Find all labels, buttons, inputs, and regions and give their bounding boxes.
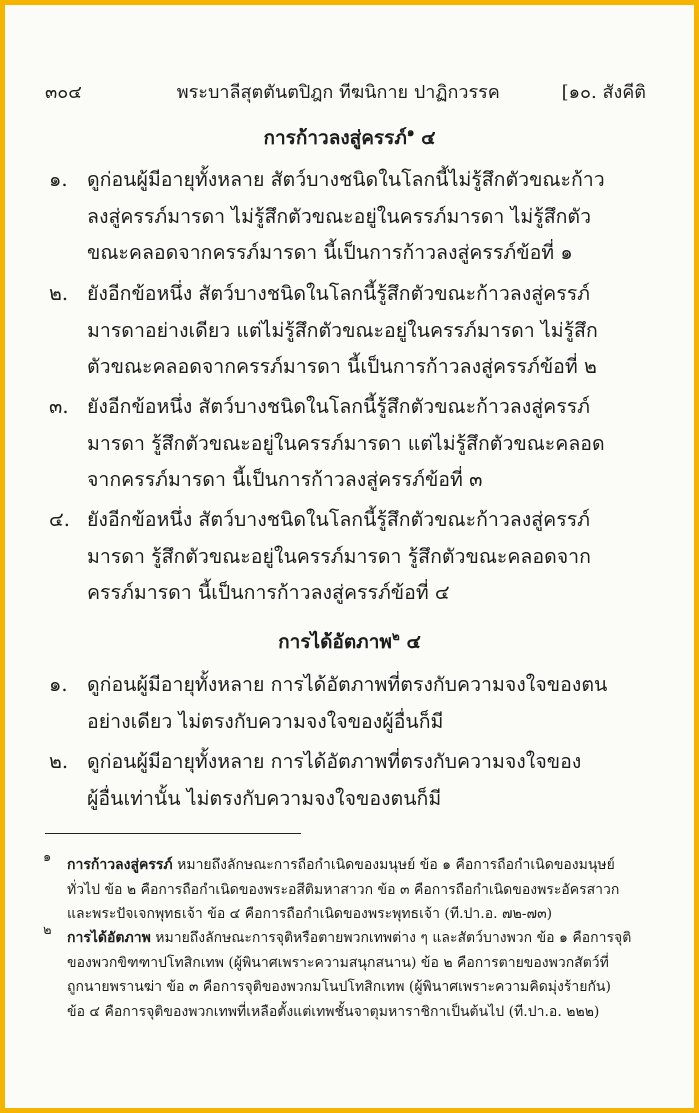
footnote-mark: ๑ [43,850,52,865]
item-number: ๑. [49,673,68,696]
running-title: พระบาลีสุตตันตปิฎก ทีฆนิกาย ปาฏิกวรรค [176,82,500,103]
list-item [49,276,659,386]
page-number: ๓๐๔ [45,82,82,103]
footnote-ref: ๑ [406,125,415,139]
list-item [49,502,659,612]
text-line: ลงสู่ครรภ์มารดา ไม่รู้สึกตัวขณะอยู่ในครรภ์มารดา ไม่รู้สึกตัว [87,204,592,228]
book-page [5,5,694,1108]
heading-text: การได้อัตภาพ [278,631,392,653]
heading-count: ๔ [414,127,436,149]
item-number: ๔. [49,508,70,531]
item-number: ๓. [49,395,69,418]
text-line: ดูก่อนผู้มีอายุทั้งหลาย การได้อัตภาพที่ตรงกับความจงใจของ [87,750,582,773]
text-line: ครรภ์มารดา นี้เป็นการก้าวลงสู่ครรภ์ข้อที่ ๔ [87,581,450,604]
text-line: ผู้อื่นเท่านั้น ไม่ตรงกับความจงใจของตนก็มี [87,786,442,810]
footnote [43,923,657,1024]
text-fragment: หมายถึงลักษณะการจุติหรือตายพวกเทพต่าง ๆ และสัตว์บางพวก ข้อ ๑ คือการจุติ [150,930,632,946]
heading-entering-womb [5,123,694,153]
text-line: ดูก่อนผู้มีอายุทั้งหลาย การได้อัตภาพที่ตรงกับความจงใจของตน [87,673,608,696]
heading-attaining-existence [5,627,694,657]
text-line: มารดาอย่างเดียว แต่ไม่รู้สึกตัวขณะอยู่ในครรภ์มารดา ไม่รู้สึก [87,318,598,342]
text-line: มารดา รู้สึกตัวขณะอยู่ในครรภ์มารดา รู้สึกตัวขณะคลอดจาก [87,544,591,568]
footnote-mark: ๒ [43,923,52,938]
text-line: ตัวขณะคลอดจากครรภ์มารดา นี้เป็นการก้าวลงสู่ครรภ์ข้อที่ ๒ [87,355,597,378]
text-line: ยังอีกข้อหนึ่ง สัตว์บางชนิดในโลกนี้รู้สึกตัวขณะก้าวลงสู่ครรภ์ [87,508,591,531]
list-item [49,667,659,740]
text-line [67,926,657,951]
footnote-term: การก้าวลงสู่ครรภ์ [67,857,173,873]
section-marker: [๑๐. สังคีติ [561,82,646,103]
text-line: ทั่วไป ข้อ ๒ คือการถือกำเนิดของพระอสีติมหาสาวก ข้อ ๓ คือการถือกำเนิดของพระอัครสาวก [67,881,620,898]
text-line: ของพวกขิฑฑาปโทสิกเทพ (ผู้พินาศเพราะความสนุกสนาน) ข้อ ๒ คือการตายของพวกสัตว์ที่ [67,954,609,971]
item-number: ๒. [49,750,69,773]
list-item [49,389,659,499]
text-line: ขณะคลอดจากครรภ์มารดา นี้เป็นการก้าวลงสู่ครรภ์ข้อที่ ๑ [87,241,573,264]
text-line: และพระปัจเจกพุทธเจ้า ข้อ ๔ คือการถือกำเนิดของพระพุทธเจ้า (ที.ปา.อ. ๗๒-๗๓) [67,906,553,922]
heading-count: ๔ [399,631,421,653]
list-item [49,162,659,272]
text-line: อย่างเดียว ไม่ตรงกับความจงใจของผู้อื่นก็มี [87,709,444,733]
text-line: จากครรภ์มารดา นี้เป็นการก้าวลงสู่ครรภ์ข้อที่ ๓ [87,468,483,491]
footnote [43,850,657,927]
text-line: ข้อ ๔ คือการจุติของพวกเทพที่เหลือตั้งแต่เทพชั้นจาตุมหาราชิกาเป็นต้นไป (ที.ปา.อ. ๒๒๒) [67,1003,600,1020]
text-line [67,853,657,878]
text-line: ดูก่อนผู้มีอายุทั้งหลาย สัตว์บางชนิดในโลกนี้ไม่รู้สึกตัวขณะก้าว [87,168,605,191]
text-line: ยังอีกข้อหนึ่ง สัตว์บางชนิดในโลกนี้รู้สึกตัวขณะก้าวลงสู่ครรภ์ [87,395,591,418]
item-number: ๒. [49,282,69,305]
heading-text: การก้าวลงสู่ครรภ์ [263,127,407,149]
footnote-divider [45,833,301,834]
footnote-ref: ๒ [391,629,400,643]
item-number: ๑. [49,168,68,191]
footnote-term: การได้อัตภาพ [67,930,151,946]
page-header [45,77,646,106]
text-line: ถูกนายพรานฆ่า ข้อ ๓ คือการจุติของพวกมโนปโทสิกเทพ (ผู้พินาศเพราะความคิดมุ่งร้ายกัน) [67,979,611,995]
text-line: ยังอีกข้อหนึ่ง สัตว์บางชนิดในโลกนี้รู้สึกตัวขณะก้าวลงสู่ครรภ์ [87,282,591,305]
text-line: มารดา รู้สึกตัวขณะอยู่ในครรภ์มารดา แต่ไม่รู้สึกตัวขณะคลอด [87,431,605,455]
text-fragment: หมายถึงลักษณะการถือกำเนิดของมนุษย์ ข้อ ๑ คือการถือกำเนิดของมนุษย์ [172,857,615,873]
list-item [49,744,659,817]
